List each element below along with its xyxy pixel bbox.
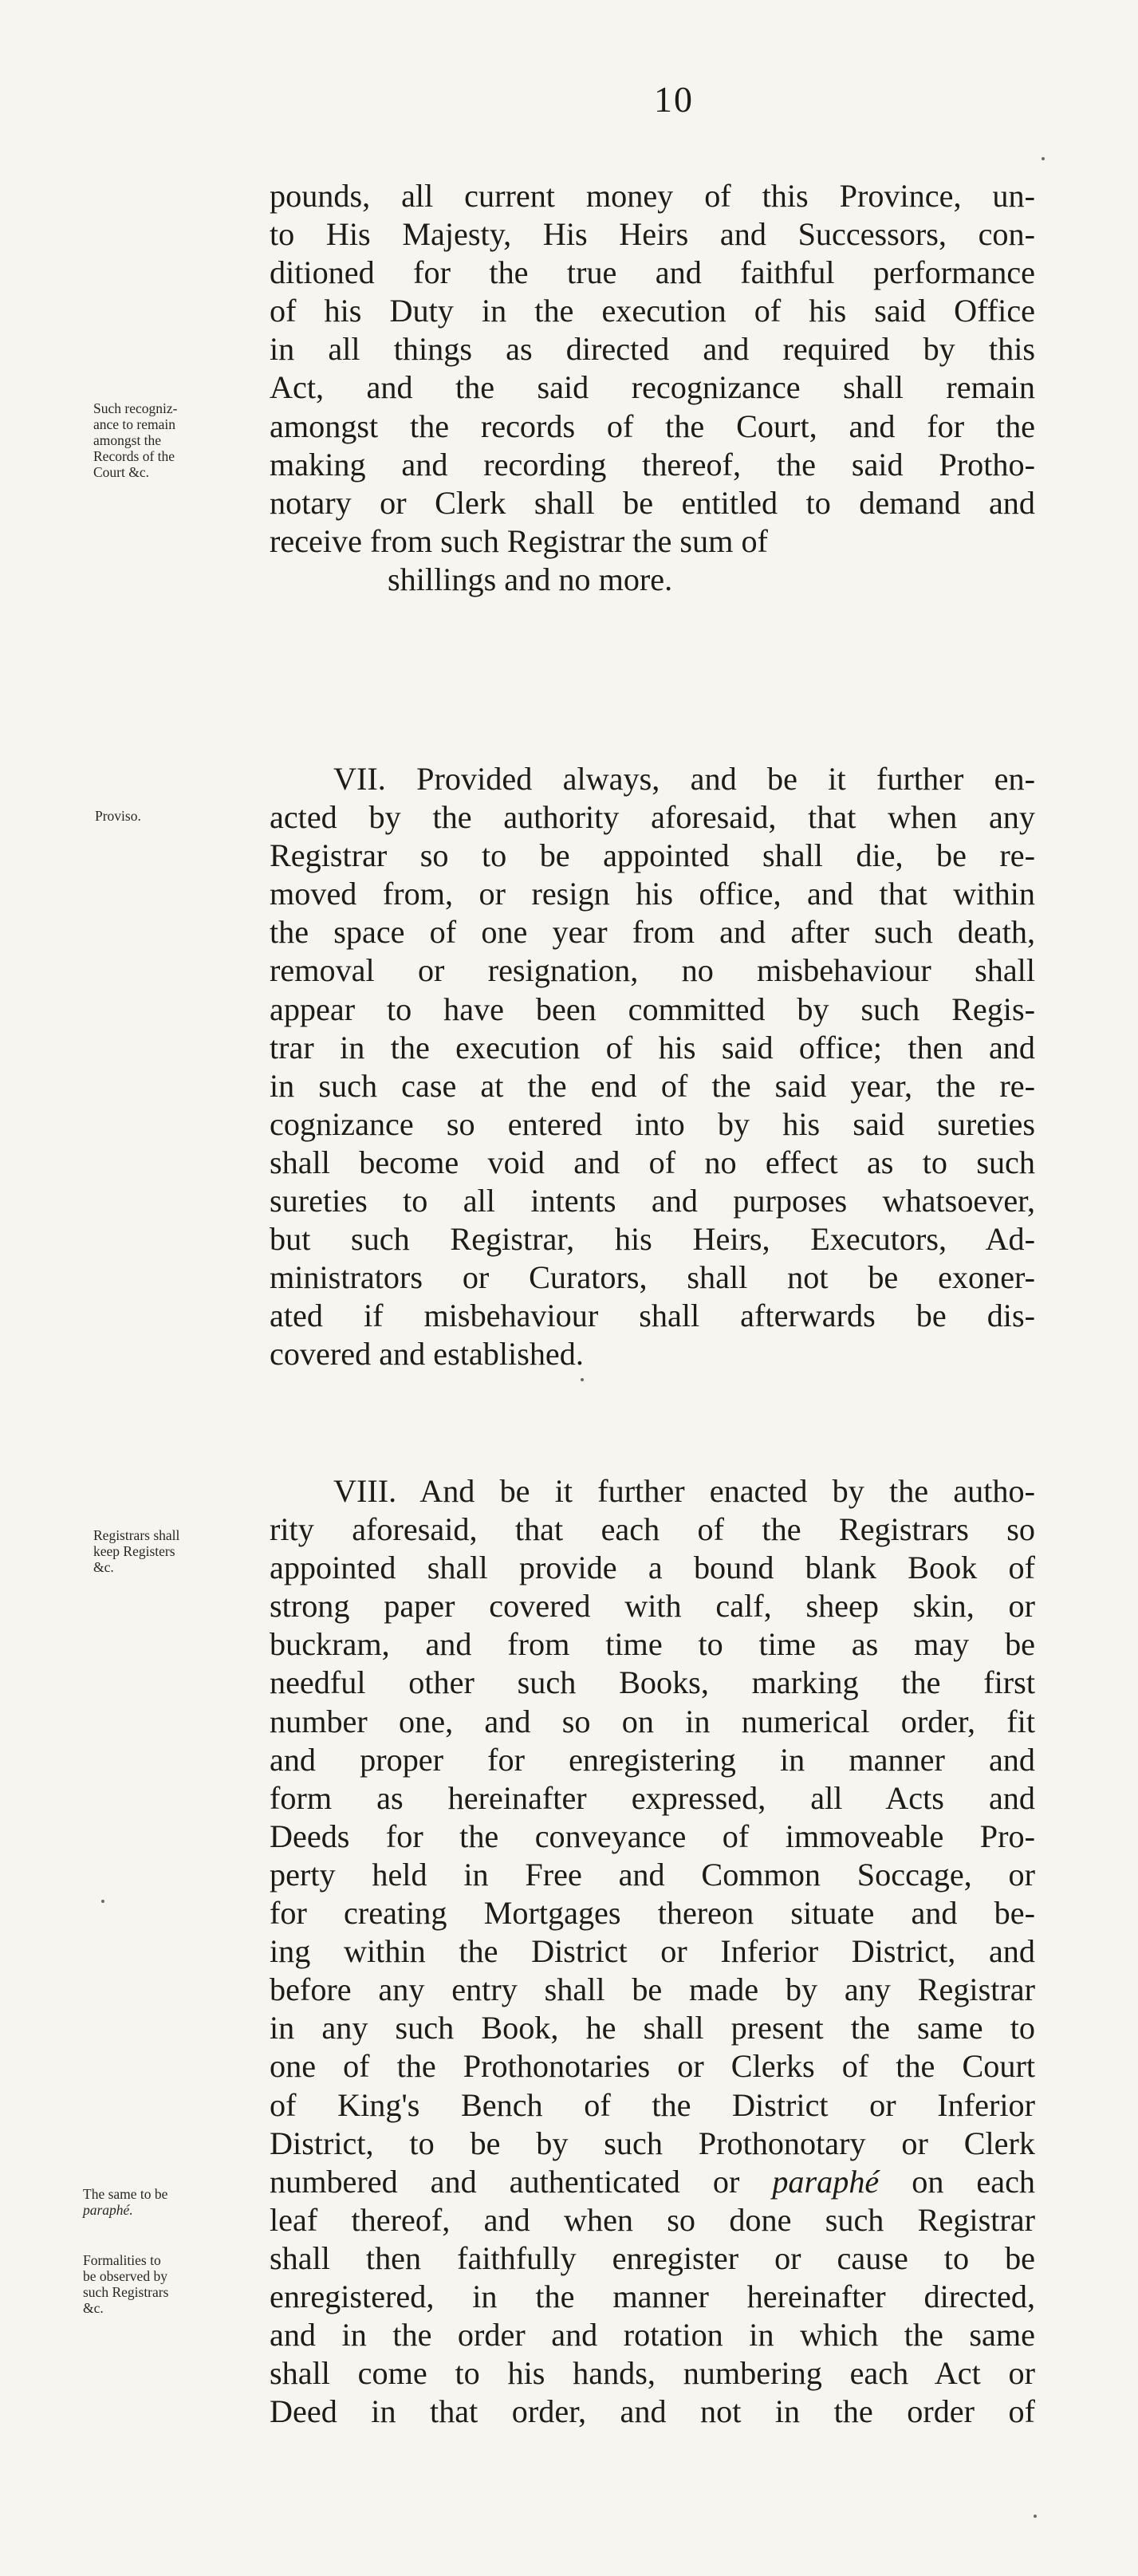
note-line-italic: paraphé.: [83, 2202, 133, 2218]
text-line: number one, and so on in numerical order, fit: [270, 1703, 1035, 1739]
text-line: appear to have been committed by such Regis-: [270, 991, 1035, 1027]
text-line: Deed in that order, and not in the order of: [270, 2393, 1035, 2430]
note-line: such Registrars: [83, 2284, 169, 2300]
text-line: ministrators or Curators, shall not be exoner-: [270, 1259, 1035, 1296]
text-line: Act, and the said recognizance shall remain: [270, 369, 1035, 406]
text-line: before any entry shall be made by any Registrar: [270, 1971, 1035, 2008]
text-segment: on each: [879, 2163, 1036, 2200]
text-line: VIII. And be it further enacted by the autho-: [333, 1473, 1035, 1509]
text-line: and proper for enregistering in manner and: [270, 1741, 1035, 1778]
text-line: notary or Clerk shall be entitled to demand and: [270, 484, 1035, 521]
margin-note-recognizance: [93, 400, 177, 480]
note-line: The same to be: [83, 2186, 168, 2202]
text-line: shall come to his hands, numbering each Act or: [270, 2355, 1035, 2392]
text-line: in any such Book, he shall present the same to: [270, 2010, 1035, 2046]
note-line: keep Registers: [93, 1543, 175, 1559]
paragraph-section-viii: [270, 1472, 1035, 2431]
text-line: receive from such Registrar the sum of: [270, 522, 768, 559]
paragraph-recognizance: [270, 177, 1035, 599]
text-line: leaf thereof, and when so done such Registrar: [270, 2201, 1035, 2238]
text-line: appointed shall provide a bound blank Book of: [270, 1550, 1035, 1586]
text-line: shillings and no more.: [388, 561, 673, 597]
text-line: VII. Provided always, and be it further en-: [333, 761, 1035, 797]
paragraph-section-vii: [270, 760, 1035, 1374]
text-line: in all things as directed and required by this: [270, 331, 1035, 368]
text-line: making and recording thereof, the said Protho-: [270, 446, 1035, 483]
text-line: amongst the records of the Court, and for the: [270, 408, 1035, 444]
text-line: needful other such Books, marking the first: [270, 1664, 1035, 1701]
text-line: but such Registrar, his Heirs, Executors, Ad-: [270, 1221, 1035, 1258]
text-line: and in the order and rotation in which the same: [270, 2317, 1035, 2353]
text-line: Deeds for the conveyance of immoveable Pro-: [270, 1818, 1035, 1854]
text-segment: numbered and authenticated or: [270, 2163, 773, 2200]
note-line: amongst the: [93, 432, 162, 448]
text-line: ditioned for the true and faithful performance: [270, 254, 1035, 291]
text-line: District, to be by such Prothonotary or Clerk: [270, 2125, 1035, 2161]
text-line: strong paper covered with calf, sheep skin, or: [270, 1588, 1035, 1625]
text-line: form as hereinafter expressed, all Acts and: [270, 1779, 1035, 1816]
margin-note-paraphe: [83, 2186, 167, 2218]
text-line: Registrar so to be appointed shall die, be re-: [270, 837, 1035, 874]
note-line: &c.: [83, 2300, 104, 2316]
note-line: &c.: [93, 1559, 114, 1575]
margin-note-registers: [93, 1527, 179, 1575]
text-line: enregistered, in the manner hereinafter directed,: [270, 2278, 1035, 2314]
text-line: ing within the District or Inferior District, and: [270, 1933, 1035, 1970]
note-line: ance to remain: [93, 416, 176, 432]
ink-speck: [1042, 157, 1045, 160]
text-line-paraphe: [270, 2163, 1035, 2201]
note-line: Registrars shall: [93, 1527, 180, 1543]
text-line: removal or resignation, no misbehaviour shall: [270, 952, 1035, 989]
text-line: of his Duty in the execution of his said Office: [270, 293, 1035, 329]
text-line: one of the Prothonotaries or Clerks of the Court: [270, 2048, 1035, 2085]
page-number: 10: [654, 79, 694, 120]
note-line: Proviso.: [95, 808, 141, 824]
note-line: Records of the: [93, 448, 175, 464]
text-line: ated if misbehaviour shall afterwards be dis-: [270, 1298, 1035, 1334]
text-line: for creating Mortgages thereon situate and be-: [270, 1895, 1035, 1932]
text-line: moved from, or resign his office, and that within: [270, 876, 1035, 912]
ink-speck: [581, 1378, 584, 1381]
text-line: shall then faithfully enregister or cause to be: [270, 2239, 1035, 2276]
text-line: to His Majesty, His Heirs and Successors, con-: [270, 216, 1035, 253]
text-line: sureties to all intents and purposes whatsoever,: [270, 1183, 1035, 1219]
text-line: in such case at the end of the said year, the re-: [270, 1067, 1035, 1104]
text-line: acted by the authority aforesaid, that when any: [270, 799, 1035, 836]
note-line: Such recogniz-: [93, 400, 178, 416]
text-line: pounds, all current money of this Province, un-: [270, 178, 1035, 214]
text-line: of King's Bench of the District or Inferior: [270, 2086, 1035, 2123]
margin-note-proviso: [95, 808, 141, 824]
text-line: rity aforesaid, that each of the Registrars so: [270, 1511, 1035, 1548]
text-line: the space of one year from and after such death,: [270, 914, 1035, 951]
note-line: Formalities to: [83, 2252, 161, 2268]
note-line: be observed by: [83, 2268, 167, 2284]
text-line: covered and established.: [270, 1336, 584, 1373]
text-line: trar in the execution of his said office; then and: [270, 1029, 1035, 1065]
ink-speck: [1034, 2515, 1037, 2518]
ink-speck: [101, 1900, 104, 1903]
text-line: shall become void and of no effect as to such: [270, 1144, 1035, 1180]
note-line: Court &c.: [93, 464, 149, 480]
text-line: cognizance so entered into by his said sureties: [270, 1105, 1035, 1142]
text-line: buckram, and from time to time as may be: [270, 1626, 1035, 1663]
text-line: perty held in Free and Common Soccage, or: [270, 1856, 1035, 1893]
margin-note-formalities: [83, 2252, 168, 2316]
italic-term: paraphé: [772, 2163, 880, 2200]
